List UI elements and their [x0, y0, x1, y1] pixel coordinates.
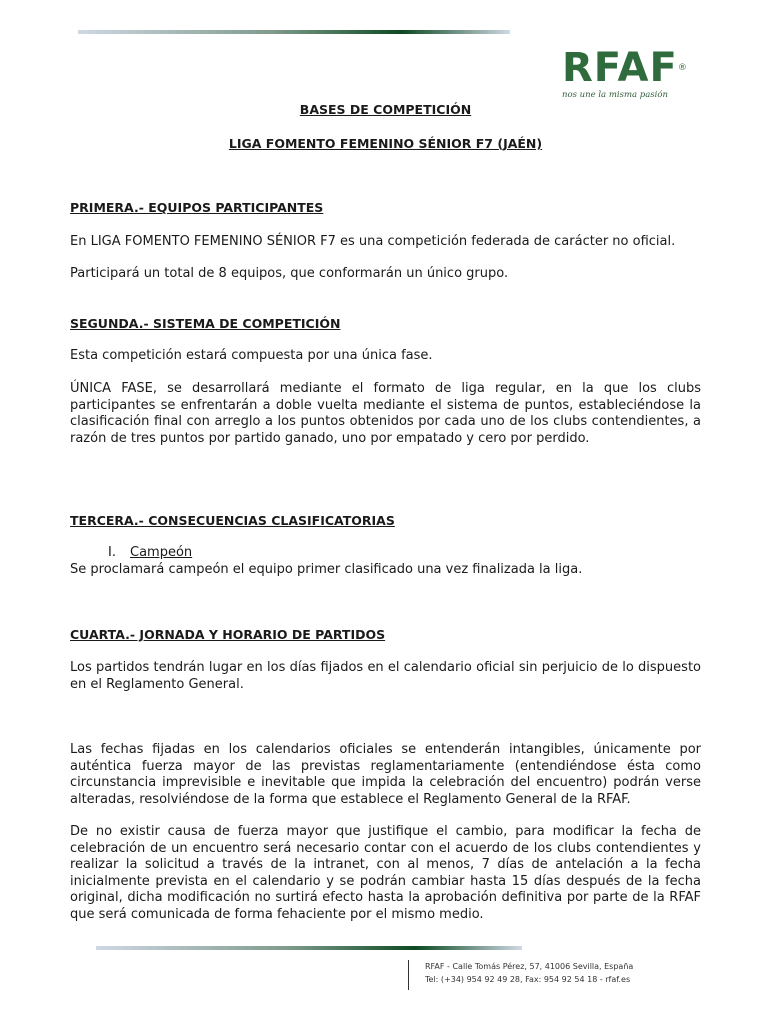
paragraph: Esta competición estará compuesta por una única fase. — [70, 348, 433, 363]
section-heading-segunda: SEGUNDA.- SISTEMA DE COMPETICIÓN — [70, 316, 341, 331]
section-heading-tercera: TERCERA.- CONSECUENCIAS CLASIFICATORIAS — [70, 513, 395, 528]
document-subtitle: LIGA FOMENTO FEMENINO SÉNIOR F7 (JAÉN) — [228, 136, 543, 151]
list-label: Campeón — [130, 545, 193, 560]
footer-contact: Tel: (+34) 954 92 49 28, Fax: 954 92 54 18 - rfaf.es — [425, 975, 631, 984]
section-heading-primera: PRIMERA.- EQUIPOS PARTICIPANTES — [70, 200, 324, 215]
rfaf-logo — [562, 45, 692, 100]
paragraph: Se proclamará campeón el equipo primer clasificado una vez finalizada la liga. — [70, 562, 583, 577]
footer — [408, 960, 633, 990]
paragraph: Las fechas fijadas en los calendarios oficiales se entenderán intangibles, únicamente por auténtica fuerza mayor de las previstas reglamentariamente (entendiéndose ésta como circunstancia imprevisible e inevitable que impida la celebración del encuentro) podrán verse alteradas, resolviéndose de la forma que establece el Reglamento General de la RFAF. — [70, 742, 701, 807]
footer-address: RFAF - Calle Tomás Pérez, 57, 41006 Sevilla, España — [425, 962, 634, 971]
paragraph: De no existir causa de fuerza mayor que justifique el cambio, para modificar la fecha de celebración de un encuentro será necesario contar con el acuerdo de los clubs contendientes y realizar la solicitud a través de la intranet, con al menos, 7 días de antelación a la fecha inicialmente prevista en el calendario y se podrán cambiar hasta 15 días después de la fecha original, dicha modificación no surtirá efecto hasta la aprobación definitiva por parte de la RFAF que será comunicada de forma fehaciente por el mismo medio. — [70, 824, 701, 922]
footer-rule — [96, 946, 522, 950]
list-number: I. — [108, 545, 116, 560]
logo-slogan: nos une la misma pasión — [562, 90, 668, 100]
paragraph: En LIGA FOMENTO FEMENINO SÉNIOR F7 es una competición federada de carácter no oficial. — [70, 234, 676, 249]
logo-wordmark: RFAF® — [562, 45, 688, 91]
list-item — [70, 545, 701, 562]
header-rule — [78, 30, 510, 34]
paragraph: Los partidos tendrán lugar en los días fijados en el calendario oficial sin perjuicio de lo dispuesto en el Reglamento General. — [70, 660, 701, 692]
paragraph: ÚNICA FASE, se desarrollará mediante el formato de liga regular, en la que los clubs participantes se enfrentarán a doble vuelta mediante el sistema de puntos, estableciéndose la clasificación final con arreglo a los puntos obtenidos por cada uno de los clubs contendientes, a razón de tres puntos por partido ganado, uno por empatado y cero por perdido. — [70, 381, 701, 446]
section-heading-cuarta: CUARTA.- JORNADA Y HORARIO DE PARTIDOS — [70, 627, 386, 642]
paragraph: Participará un total de 8 equipos, que conformarán un único grupo. — [70, 266, 509, 281]
document-title: BASES DE COMPETICIÓN — [299, 102, 472, 117]
